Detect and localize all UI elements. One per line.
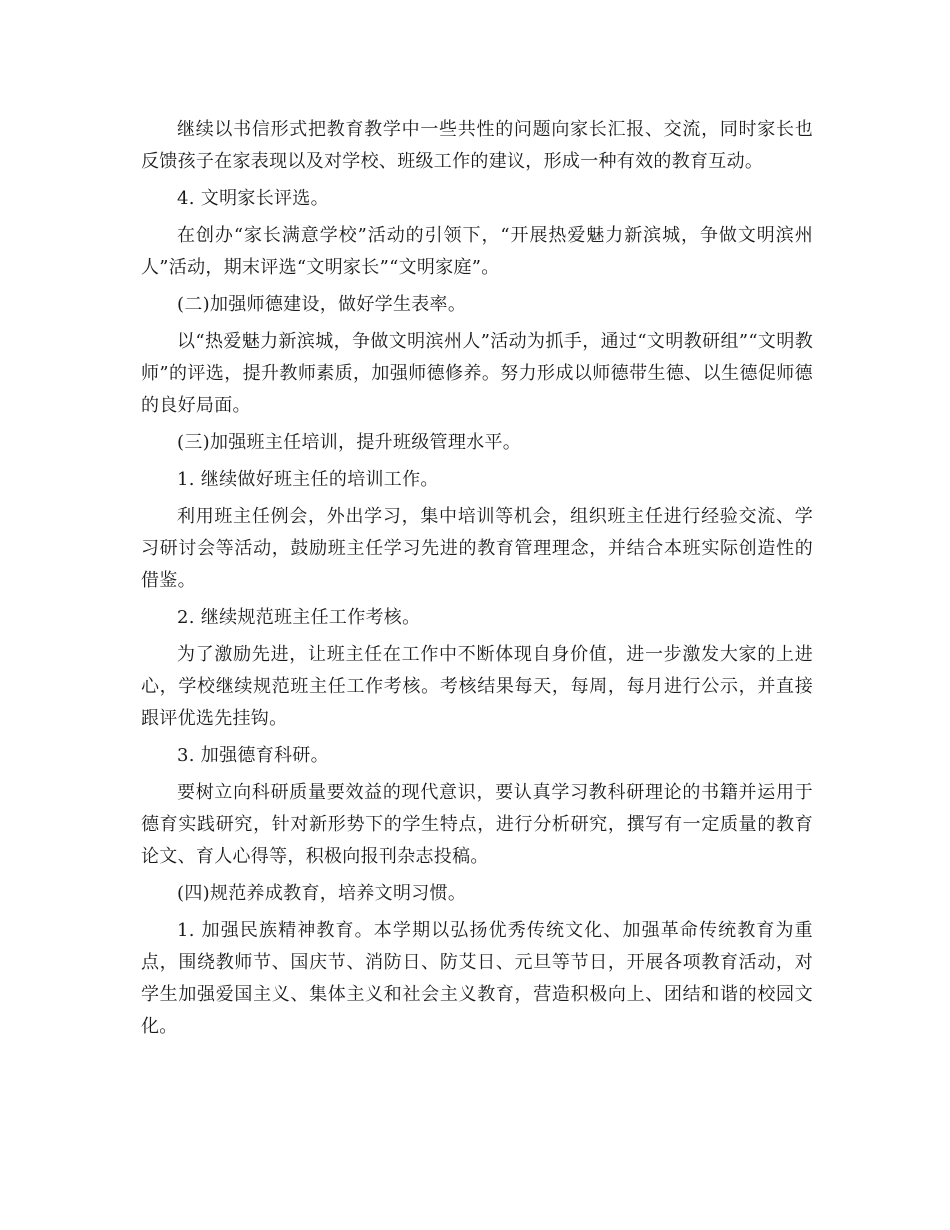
heading-moral-research: 3. 加强德育科研。 (177, 745, 329, 766)
paragraph-moral-research: 要树立向科研质量要效益的现代意识，要认真学习教科研理论的书籍并运用于德育实践研究，针对新形势下的学生特点，进行分析研究，撰写有一定质量的教育论文、育人心得等，积极向报刊杂志投稿。 (141, 782, 813, 867)
paragraph-training-work: 利用班主任例会，外出学习，集中培训等机会，组织班主任进行经验交流、学习研讨会等活动，鼓励班主任学习先进的教育管理理念，并结合本班实际创造性的借鉴。 (141, 506, 813, 591)
heading-habit-education: (四)规范养成教育，培养文明习惯。 (177, 883, 467, 904)
heading-head-teacher-training: (三)加强班主任培训，提升班级管理水平。 (177, 432, 522, 453)
heading-civilized-parent-selection: 4. 文明家长评选。 (177, 188, 329, 209)
heading-teacher-ethics: (二)加强师德建设，做好学生表率。 (177, 294, 467, 315)
document-body (141, 114, 813, 1048)
paragraph-work-assessment: 为了激励先进，让班主任在工作中不断体现自身价值，进一步激发大家的上进心，学校继续规范班主任工作考核。考核结果每天，每周，每月进行公示，并直接跟评优选先挂钩。 (141, 644, 813, 729)
paragraph-teacher-ethics: 以“热爱魅力新滨城，争做文明滨州人”活动为抓手，通过“文明教研组”“文明教师”的评选，提升教师素质，加强师德修养。努力形成以师德带生德、以生德促师德的良好局面。 (141, 331, 813, 416)
paragraph-parent-letters: 继续以书信形式把教育教学中一些共性的问题向家长汇报、交流，同时家长也反馈孩子在家表现以及对学校、班级工作的建议，形成一种有效的教育互动。 (141, 119, 813, 172)
heading-training-work: 1. 继续做好班主任的培训工作。 (177, 469, 439, 490)
paragraph-civilized-parent: 在创办“家长满意学校”活动的引领下，“开展热爱魅力新滨城，争做文明滨州人”活动，期末评选“文明家长”“文明家庭”。 (141, 225, 813, 278)
paragraph-national-spirit: 1. 加强民族精神教育。本学期以弘扬优秀传统文化、加强革命传统教育为重点，围绕教师节、国庆节、消防日、防艾日、元旦等节日，开展各项教育活动，对学生加强爱国主义、集体主义和社会主义教育，营造积极向上、团结和谐的校园文化。 (141, 920, 813, 1037)
heading-work-assessment: 2. 继续规范班主任工作考核。 (177, 607, 421, 628)
